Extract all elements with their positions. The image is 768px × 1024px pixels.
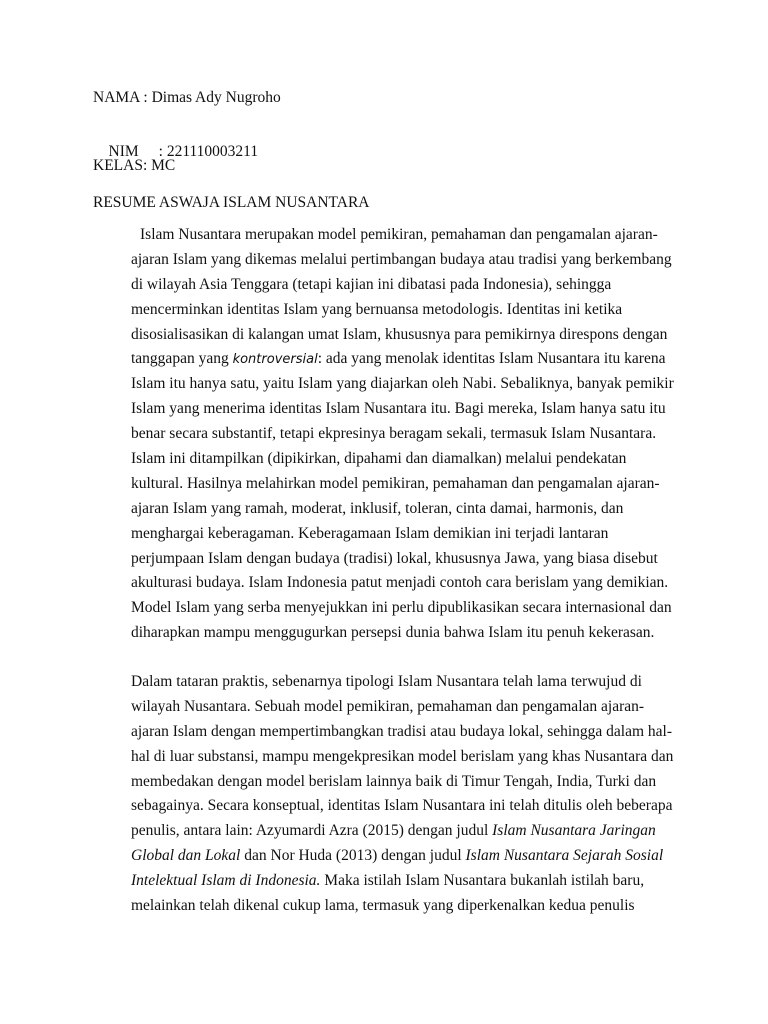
- paragraph-line: menghargai keberagaman. Keberagamaan Islam demikian ini terjadi lantaran: [131, 524, 609, 542]
- paragraph-1: [131, 223, 691, 646]
- paragraph-line: sebagainya. Secara konseptual, identitas Islam Nusantara ini telah ditulis oleh beberapa: [131, 797, 673, 815]
- paragraph-line: ajaran Islam yang ramah, moderat, inklusif, toleran, cinta damai, harmonis, dan: [131, 499, 624, 517]
- paragraph-line: ajaran Islam yang dikemas melalui pertimbangan budaya atau tradisi yang berkembang: [131, 250, 672, 268]
- paragraph-line: wilayah Nusantara. Sebuah model pemikiran, pemahaman dan pengamalan ajaran-: [131, 697, 645, 715]
- text-run: penulis, antara lain: Azyumardi Azra (2015) dengan judul: [131, 822, 493, 840]
- paragraph-line: ajaran Islam dengan mempertimbangkan tradisi atau budaya lokal, sehingga dalam hal-: [131, 722, 673, 740]
- book-title: Islam Nusantara Jaringan: [492, 822, 656, 840]
- paragraph-line: [131, 819, 691, 844]
- text-run: Maka istilah Islam Nusantara bukanlah istilah baru,: [320, 872, 645, 890]
- paragraph-line: Dalam tataran praktis, sebenarnya tipologi Islam Nusantara telah lama terwujud di: [131, 673, 642, 690]
- paragraph-line: Model Islam yang serba menyejukkan ini perlu dipublikasikan secara internasional dan: [131, 599, 672, 617]
- kelas-line: KELAS: MC: [93, 157, 176, 174]
- book-title: Intelektual Islam di Indonesia.: [131, 872, 321, 890]
- name-line: NAMA : Dimas Ady Nugroho: [93, 89, 281, 106]
- italic-term: kontroversial: [232, 352, 318, 368]
- paragraph-line: Islam itu hanya satu, yaitu Islam yang diajarkan oleh Nabi. Sebaliknya, banyak pemikir: [131, 375, 674, 393]
- paragraph-line: [131, 844, 691, 869]
- paragraph-line: mencerminkan identitas Islam yang bernuansa metodologis. Identitas ini ketika: [131, 300, 623, 318]
- paragraph-line: di wilayah Asia Tenggara (tetapi kajian ini dibatasi pada Indonesia), sehingga: [131, 275, 612, 293]
- paragraph-line: benar secara substantif, tetapi ekpresinya beragam sekali, termasuk Islam Nusantara.: [131, 425, 657, 443]
- nim-label: NIM: [108, 143, 139, 160]
- text-run: : ada yang menolak identitas Islam Nusantara itu karena: [317, 350, 666, 368]
- paragraph-line: hal di luar substansi, mampu mengekpresikan model berislam yang khas Nusantara dan: [131, 747, 674, 765]
- text-run: tanggapan yang: [131, 350, 233, 368]
- paragraph-2: [131, 670, 691, 919]
- paragraph-line: [131, 347, 691, 372]
- paragraph-line: Islam ini ditampilkan (dipikirkan, dipahami dan diamalkan) melalui pendekatan: [131, 450, 627, 468]
- text-run: dan Nor Huda (2013) dengan judul: [240, 847, 466, 865]
- paragraph-line: Islam yang menerima identitas Islam Nusantara itu. Bagi mereka, Islam hanya satu itu: [131, 400, 666, 418]
- paragraph-line: akulturasi budaya. Islam Indonesia patut menjadi contoh cara berislam yang demikian.: [131, 574, 669, 592]
- paragraph-line: perjumpaan Islam dengan budaya (tradisi) lokal, khususnya Jawa, yang biasa disebut: [131, 549, 658, 567]
- paragraph-line: kultural. Hasilnya melahirkan model pemikiran, pemahaman dan pengamalan ajaran-: [131, 474, 660, 492]
- paragraph-line: Islam Nusantara merupakan model pemikiran, pemahaman dan pengamalan ajaran-: [140, 226, 658, 243]
- book-title: Global dan Lokal: [131, 847, 241, 865]
- book-title: Islam Nusantara Sejarah Sosial: [465, 847, 664, 865]
- nim-value: : 221110003211: [158, 143, 259, 160]
- paragraph-line: [131, 869, 691, 894]
- paragraph-line: melainkan telah dikenal cukup lama, termasuk yang diperkenalkan kedua penulis: [131, 897, 635, 915]
- paragraph-line: diharapkan mampu menggugurkan persepsi dunia bahwa Islam itu penuh kekerasan.: [131, 624, 655, 642]
- paragraph-line: disosialisasikan di kalangan umat Islam, khususnya para pemikirnya direspons dengan: [131, 325, 668, 343]
- document-title: RESUME ASWAJA ISLAM NUSANTARA: [93, 194, 370, 211]
- paragraph-line: membedakan dengan model berislam lainnya baik di Timur Tengah, India, Turki dan: [131, 772, 657, 790]
